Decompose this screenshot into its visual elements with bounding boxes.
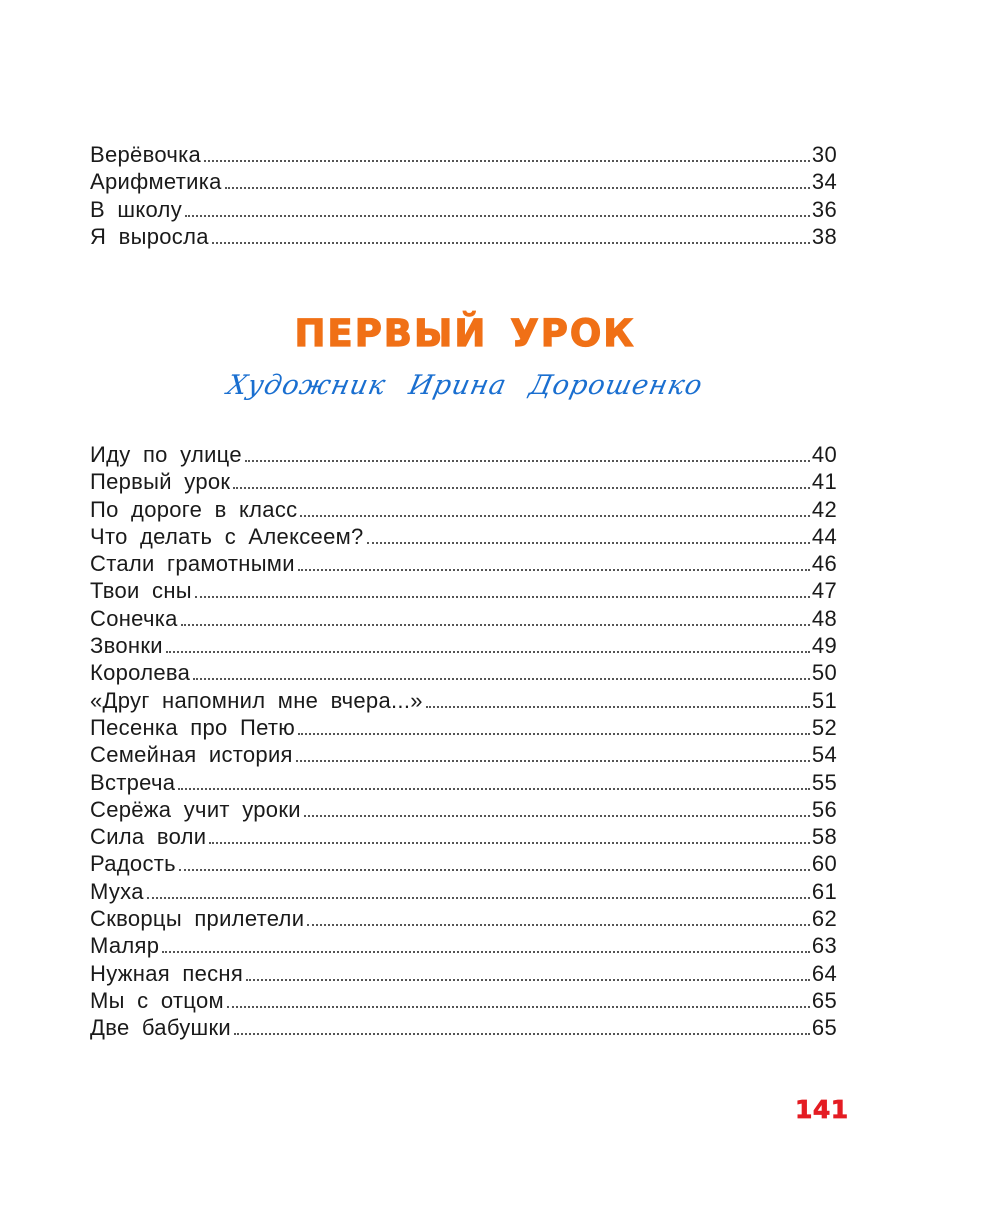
toc-entry-page: 40 <box>811 442 837 467</box>
toc-entry <box>90 659 837 686</box>
toc-entry-page: 38 <box>811 223 837 249</box>
toc-leader-dots <box>162 951 810 953</box>
toc-entry-page: 42 <box>811 496 837 522</box>
toc-entry <box>90 523 837 550</box>
toc-entry-page: 50 <box>811 660 837 686</box>
page-number: 141 <box>795 1095 849 1124</box>
toc-entry-page: 49 <box>811 633 837 659</box>
toc-entry-page: 44 <box>811 523 837 549</box>
toc-leader-dots <box>178 788 810 790</box>
toc-entry-page: 47 <box>811 578 837 604</box>
toc-leader-dots <box>296 760 810 762</box>
toc-entry-title: Сила воли <box>90 824 207 850</box>
toc-entry-title: Звонки <box>90 633 163 659</box>
section-title: ПЕРВЫЙ УРОК <box>294 312 636 355</box>
toc-list-top <box>90 141 837 250</box>
section-illustrator-credit: Художник Ирина Дорошенко <box>224 370 706 401</box>
toc-entry-page: 34 <box>811 169 837 195</box>
toc-entry <box>90 769 837 796</box>
toc-entry-page: 52 <box>811 714 837 740</box>
toc-entry-title: Иду по улице <box>90 442 242 467</box>
toc-leader-dots <box>246 979 810 981</box>
toc-entry-title: Королева <box>90 660 191 686</box>
toc-entry-title: Арифметика <box>90 169 222 195</box>
toc-entry-title: Стали грамотными <box>90 551 295 577</box>
toc-entry-page: 48 <box>811 605 837 631</box>
toc-leader-dots <box>166 651 810 653</box>
toc-leader-dots <box>204 160 810 162</box>
toc-leader-dots <box>179 869 810 871</box>
toc-entry <box>90 960 837 987</box>
toc-entry <box>90 741 837 768</box>
toc-entry <box>90 577 837 604</box>
toc-entry-title: Две бабушки <box>90 1015 231 1041</box>
toc-entry <box>90 196 837 223</box>
toc-leader-dots <box>298 569 810 571</box>
toc-entry <box>90 687 837 714</box>
toc-entry-title: По дороге в класс <box>90 496 298 522</box>
toc-entry-title: Первый урок <box>90 469 231 495</box>
toc-leader-dots <box>227 1006 810 1008</box>
toc-entry <box>90 823 837 850</box>
toc-leader-dots <box>307 924 810 926</box>
toc-entry-page: 61 <box>811 878 837 904</box>
toc-entry-title: Радость <box>90 851 176 877</box>
toc-entry <box>90 850 837 877</box>
toc-entry-title: Твои сны <box>90 578 192 604</box>
toc-entry <box>90 496 837 523</box>
toc-entry-page: 56 <box>811 796 837 822</box>
toc-entry <box>90 550 837 577</box>
toc-entry-title: Серёжа учит уроки <box>90 796 301 822</box>
toc-entry-title: Семейная история <box>90 742 293 768</box>
toc-entry <box>90 632 837 659</box>
toc-entry-title: Скворцы прилетели <box>90 906 305 932</box>
toc-entry-title: Муха <box>90 878 144 904</box>
toc-entry-page: 64 <box>811 960 837 986</box>
toc-entry <box>90 223 837 250</box>
toc-leader-dots <box>181 624 810 626</box>
toc-entry-page: 58 <box>811 824 837 850</box>
toc-entry-page: 51 <box>811 687 837 713</box>
toc-entry-title: Нужная песня <box>90 960 244 986</box>
toc-entry-title: Я выросла <box>90 223 209 249</box>
toc-entry <box>90 932 837 959</box>
toc-leader-dots <box>234 1033 810 1035</box>
toc-leader-dots <box>193 678 810 680</box>
toc-entry-page: 30 <box>811 142 837 167</box>
toc-entry <box>90 1014 837 1041</box>
toc-entry-page: 62 <box>811 906 837 932</box>
toc-entry-title: Верёвочка <box>90 142 202 167</box>
toc-leader-dots <box>225 187 810 189</box>
toc-entry <box>90 168 837 195</box>
toc-entry <box>90 796 837 823</box>
toc-entry-title: Мы с отцом <box>90 987 224 1013</box>
toc-entry-page: 55 <box>811 769 837 795</box>
toc-entry <box>90 905 837 932</box>
toc-entry-page: 63 <box>811 933 837 959</box>
toc-entry <box>90 141 837 168</box>
toc-leader-dots <box>245 460 810 462</box>
toc-entry-page: 60 <box>811 851 837 877</box>
toc-entry <box>90 441 837 468</box>
toc-entry-title: Сонечка <box>90 605 178 631</box>
toc-leader-dots <box>426 706 810 708</box>
toc-entry-page: 41 <box>811 469 837 495</box>
toc-entry <box>90 987 837 1014</box>
toc-leader-dots <box>195 596 810 598</box>
toc-entry <box>90 878 837 905</box>
toc-leader-dots <box>147 897 810 899</box>
toc-entry-page: 65 <box>811 987 837 1013</box>
toc-entry-title: В школу <box>90 196 182 222</box>
toc-entry <box>90 714 837 741</box>
toc-leader-dots <box>367 542 810 544</box>
toc-entry-title: «Друг напомнил мне вчера...» <box>90 687 423 713</box>
toc-entry-title: Что делать с Алексеем? <box>90 523 364 549</box>
toc-entry-page: 65 <box>811 1015 837 1041</box>
toc-entry-title: Маляр <box>90 933 160 959</box>
toc-leader-dots <box>300 515 809 517</box>
toc-leader-dots <box>298 733 810 735</box>
toc-leader-dots <box>209 842 810 844</box>
toc-entry <box>90 605 837 632</box>
toc-entry-page: 54 <box>811 742 837 768</box>
toc-leader-dots <box>233 487 810 489</box>
toc-leader-dots <box>304 815 810 817</box>
toc-entry-title: Встреча <box>90 769 176 795</box>
toc-entry <box>90 468 837 495</box>
toc-list-main <box>90 441 837 1042</box>
toc-entry-title: Песенка про Петю <box>90 714 296 740</box>
toc-leader-dots <box>185 215 810 217</box>
toc-entry-page: 46 <box>811 551 837 577</box>
toc-leader-dots <box>212 242 810 244</box>
toc-entry-page: 36 <box>811 196 837 222</box>
